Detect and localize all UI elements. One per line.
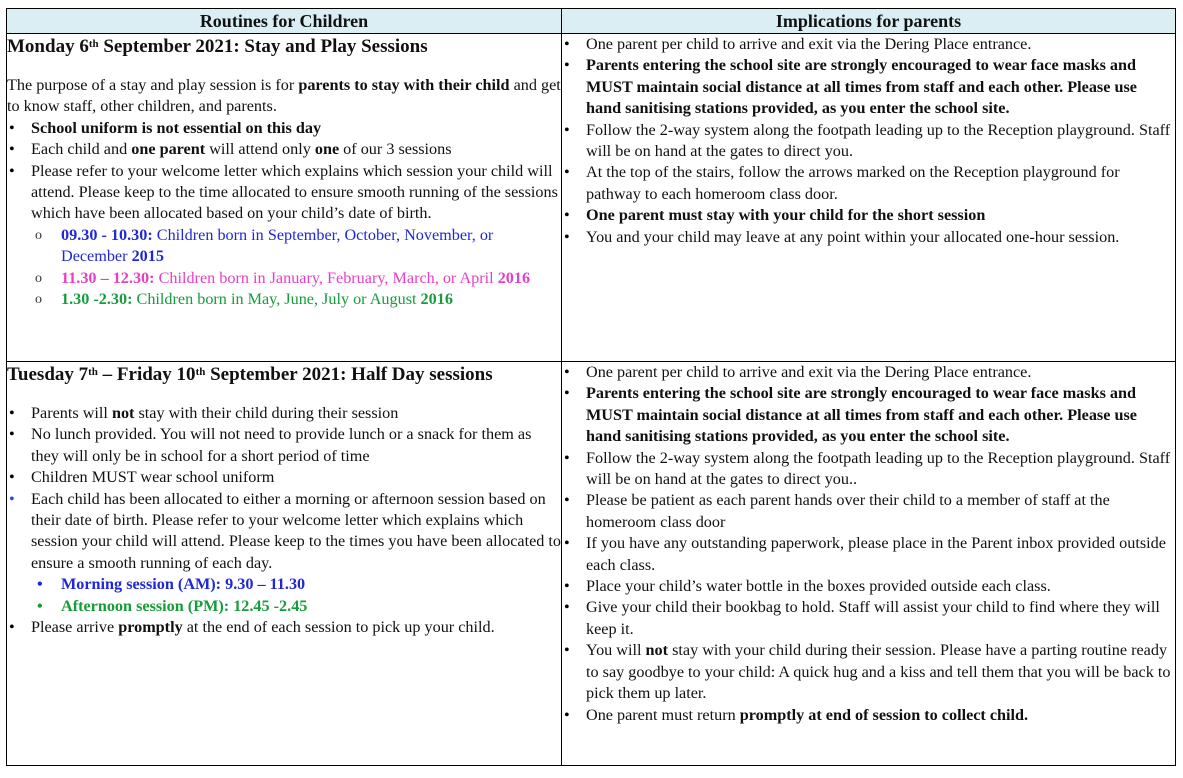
sec1-bullets (7, 118, 561, 311)
list-item: • One parent per child to arrive and exit via the Dering Place entrance. (562, 34, 1175, 55)
list-item: • One parent per child to arrive and exit via the Dering Place entrance. (562, 362, 1175, 383)
list-item: • Place your child’s water bottle in the boxes provided outside each class. (562, 576, 1175, 597)
list-item: • Give your child their bookbag to hold. Staff will assist your child to find where they will keep it. (562, 597, 1175, 640)
list-item: • Please be patient as each parent hands over their child to a member of staff at the homeroom class door (562, 490, 1175, 533)
sec2-parents-cell (562, 362, 1176, 766)
list-item: • You and your child may leave at any point within your allocated one-hour session. (562, 227, 1175, 248)
list-item: • Parents will not stay with their child during their session (7, 403, 561, 424)
list-item: • You will not stay with your child during their session. Please have a parting routine ready to say goodbye to your child: A quick hug and a kiss and tell them that you will be back to pick them up later. (562, 640, 1175, 704)
list-item: • If you have any outstanding paperwork, please place in the Parent inbox provided outside each class. (562, 533, 1175, 576)
list-item: • Each child and one parent will attend only one of our 3 sessions (7, 139, 561, 160)
list-item: • One parent must return promptly at end of session to collect child. (562, 705, 1175, 726)
routines-table (6, 8, 1176, 766)
sec1-routines-cell (7, 34, 562, 362)
sec2-title: Tuesday 7th – Friday 10th September 2021: Half Day sessions (7, 364, 493, 385)
header-routines: Routines for Children (7, 9, 562, 34)
sec2-routines-cell (7, 362, 562, 766)
list-item: • School uniform is not essential on this day (7, 118, 561, 139)
sec2-bullets (7, 403, 561, 638)
list-item: • Parents entering the school site are strongly encouraged to wear face masks and MUST maintain social distance at all times from staff and each other. Please use hand sanitising stations provided, as you enter the school site. (562, 383, 1175, 447)
sec1-title: Monday 6th September 2021: Stay and Play Sessions (7, 36, 428, 57)
sec1-parent-bullets (562, 34, 1175, 248)
list-item: • Follow the 2-way system along the footpath leading up to the Reception playground. Staff will be on hand at the gates to direct you. (562, 120, 1175, 163)
list-item: • One parent must stay with your child for the short session (562, 205, 1175, 226)
sec1-intro: The purpose of a stay and play session is for parents to stay with their child and get to know staff, other children, and parents. (7, 76, 561, 116)
list-item: • Children MUST wear school uniform (7, 467, 561, 488)
list-item: • Follow the 2-way system along the footpath leading up to the Reception playground. Staff will be on hand at the gates to direct you.. (562, 448, 1175, 491)
session-item: o 1.30 -2.30: Children born in May, June, July or August 2016 (31, 289, 561, 310)
sec2-parent-bullets (562, 362, 1175, 726)
list-item: • At the top of the stairs, follow the arrows marked on the Reception playground for pathway to each homeroom class door. (562, 162, 1175, 205)
header-implications: Implications for parents (562, 9, 1176, 34)
list-item: • Please arrive promptly at the end of each session to pick up your child. (7, 617, 561, 638)
sec1-parents-cell (562, 34, 1176, 362)
session-item: • Afternoon session (PM): 12.45 -2.45 (31, 596, 561, 617)
sec1-session-list (31, 225, 561, 311)
list-item: • Parents entering the school site are strongly encouraged to wear face masks and MUST maintain social distance at all times from staff and each other. Please use hand sanitising stations provided, as you enter the school site. (562, 55, 1175, 119)
session-item: o 11.30 – 12.30: Children born in January, February, March, or April 2016 (31, 268, 561, 289)
session-item: o 09.30 - 10.30: Children born in September, October, November, or December 2015 (31, 225, 561, 268)
sec2-session-list (31, 574, 561, 617)
session-item: • Morning session (AM): 9.30 – 11.30 (31, 574, 561, 595)
list-item: • Each child has been allocated to either a morning or afternoon session based on their date of birth. Please refer to your welcome letter which explains which session your child will attend. Please keep to the times you have been allocated to ensure a smooth running of each day. • Morning session (AM): 9.30 – 11.30 • Afternoon session (PM): 12.45 -2.45 (7, 489, 561, 617)
list-item: • Please refer to your welcome letter which explains which session your child will attend. Please keep to the time allocated to ensure smooth running of the sessions which have been allocated based on your child’s date of birth. o 09.30 - 10.30: Children born in September, October, November, or December 2015 o 11.30 – 12.30: Children born in January, February, March, or April 2016 o 1.30 -2.30: Children born in May, June, July or August 2016 (7, 161, 561, 311)
list-item: • No lunch provided. You will not need to provide lunch or a snack for them as they will only be in school for a short period of time (7, 424, 561, 467)
